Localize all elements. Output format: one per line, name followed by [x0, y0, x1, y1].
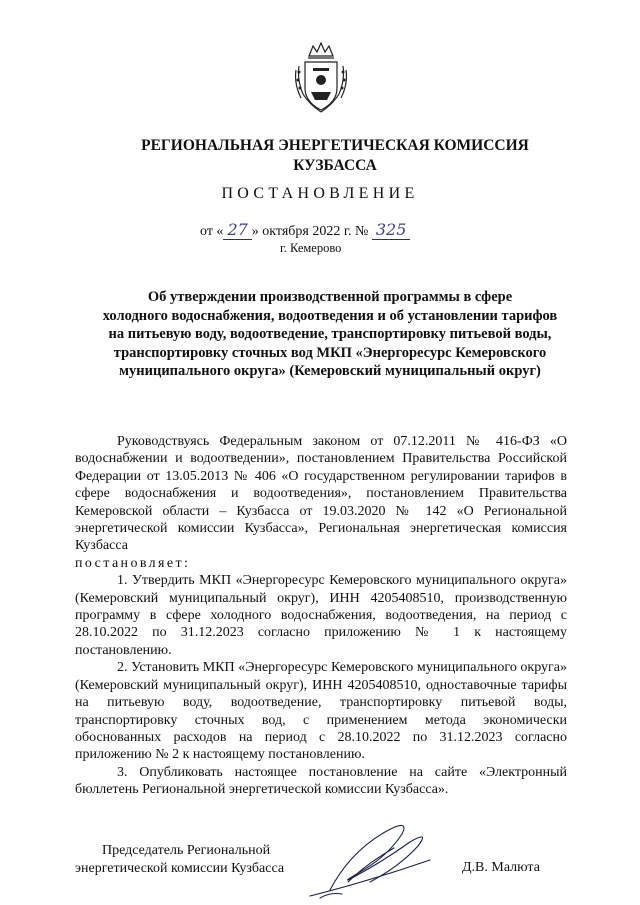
document-type: ПОСТАНОВЛЕНИЕ [221, 185, 419, 202]
date-day: 27 [223, 220, 251, 240]
subject-line-3: на питьевую воду, водоотведение, транспортировку питьевой воды, [108, 326, 552, 343]
date-line [200, 220, 480, 240]
signer-title-line-1: Председатель Региональной [102, 843, 271, 858]
subject-line-4: транспортировку сточных вод МКП «Энергоресурс Кемеровского [113, 344, 547, 361]
subject-line-5: муниципального округа» (Кемеровский муниципальный округ) [119, 363, 541, 380]
signer-name: Д.В. Малюта [462, 860, 540, 875]
org-line-1: РЕГИОНАЛЬНАЯ ЭНЕРГЕТИЧЕСКАЯ КОМИССИЯ [141, 137, 529, 154]
org-line-2: КУЗБАССА [293, 157, 377, 174]
date-prefix: от « [200, 224, 224, 239]
date-middle: » октября 2022 г. № [251, 224, 369, 239]
handwritten-signature [290, 812, 440, 902]
signer-title [75, 842, 315, 878]
item-2: 2. Установить МКП «Энергоресурс Кемеровского муниципального округа» (Кемеровский муниципальный округ), ИНН 4205408510, одноставочные тарифы на питьевую воду, водоотведение, транспортировку питьевой воды, транспортировку сточных вод, с применением метода экономически обоснованных расходов на период с 28.10.2022 по 31.12.2023 согласно приложению № 2 к настоящему постановлению. [75, 660, 567, 763]
item-1: 1. Утвердить МКП «Энергоресурс Кемеровского муниципального округа» (Кемеровский муниципальный округ), ИНН 4205408510, производственную программу в сфере холодного водоснабжения, водоотведения, на период с 28.10.2022 по 31.12.2023 согласно приложению № 1 к настоящему постановлению. [75, 573, 567, 658]
document-subject [80, 288, 580, 381]
coat-of-arms-icon [291, 40, 351, 116]
preamble: Руководствуясь Федеральным законом от 07.12.2011 № 416-ФЗ «О водоснабжении и водоотведении», постановлением Правительства Российской Федерации от 13.05.2013 № 406 «О государственном регулировании тарифов в сфере водоснабжения и водоотведения», постановлением Правительства Кемеровской области – Кузбасса от 19.03.2020 № 142 «О Региональной энергетической комиссии Кузбасса», Региональная энергетическая комиссия Кузбасса [75, 434, 567, 554]
organization-name [100, 136, 570, 176]
decree-word: постановляет: [75, 555, 191, 571]
document-body [75, 433, 567, 799]
signer-title-line-2: энергетической комиссии Кузбасса [75, 861, 285, 876]
document-number: 325 [372, 220, 411, 240]
subject-line-1: Об утверждении производственной программы в сфере [147, 289, 513, 305]
city: г. Кемерово [280, 241, 342, 255]
subject-line-2: холодного водоснабжения, водоотведения и об установлении тарифов [102, 307, 558, 324]
item-3: 3. Опубликовать настоящее постановление на сайте «Электронный бюллетень Региональной энергетической комиссии Кузбасса». [75, 764, 567, 798]
